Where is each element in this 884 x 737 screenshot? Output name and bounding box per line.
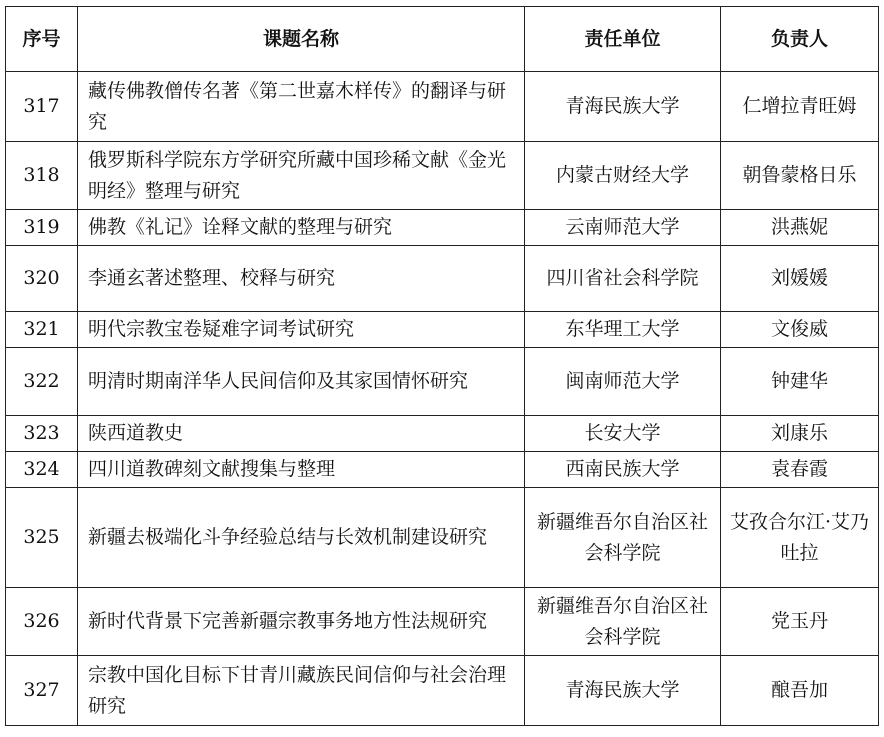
table-container xyxy=(5,6,879,726)
cell-person: 袁春霞 xyxy=(721,452,879,488)
cell-person: 刘媛媛 xyxy=(721,246,879,312)
cell-unit: 长安大学 xyxy=(525,416,721,452)
cell-number: 322 xyxy=(6,348,78,416)
cell-unit: 新疆维吾尔自治区社会科学院 xyxy=(525,588,721,656)
cell-number: 319 xyxy=(6,210,78,246)
cell-person: 艾孜合尔江·艾乃吐拉 xyxy=(721,488,879,588)
cell-unit: 新疆维吾尔自治区社会科学院 xyxy=(525,488,721,588)
cell-number: 321 xyxy=(6,312,78,348)
table-row xyxy=(6,452,879,488)
cell-topic: 四川道教碑刻文献搜集与整理 xyxy=(78,452,525,488)
cell-person: 党玉丹 xyxy=(721,588,879,656)
cell-topic: 新时代背景下完善新疆宗教事务地方性法规研究 xyxy=(78,588,525,656)
table-row xyxy=(6,416,879,452)
cell-topic: 明清时期南洋华人民间信仰及其家国情怀研究 xyxy=(78,348,525,416)
header-row xyxy=(6,7,879,72)
table-row xyxy=(6,246,879,312)
cell-number: 325 xyxy=(6,488,78,588)
cell-unit: 四川省社会科学院 xyxy=(525,246,721,312)
table-row xyxy=(6,488,879,588)
cell-person: 文俊威 xyxy=(721,312,879,348)
header-num: 序号 xyxy=(6,7,78,72)
cell-unit: 闽南师范大学 xyxy=(525,348,721,416)
header-unit: 责任单位 xyxy=(525,7,721,72)
cell-person: 刘康乐 xyxy=(721,416,879,452)
table-row xyxy=(6,656,879,726)
cell-person: 洪燕妮 xyxy=(721,210,879,246)
table-row xyxy=(6,210,879,246)
table-row xyxy=(6,142,879,210)
header-person: 负责人 xyxy=(721,7,879,72)
cell-person: 钟建华 xyxy=(721,348,879,416)
cell-unit: 西南民族大学 xyxy=(525,452,721,488)
cell-number: 317 xyxy=(6,72,78,142)
cell-person: 仁增拉青旺姆 xyxy=(721,72,879,142)
cell-topic: 新疆去极端化斗争经验总结与长效机制建设研究 xyxy=(78,488,525,588)
cell-unit: 云南师范大学 xyxy=(525,210,721,246)
project-table xyxy=(5,6,879,726)
cell-number: 318 xyxy=(6,142,78,210)
table-body xyxy=(6,72,879,726)
cell-topic: 宗教中国化目标下甘青川藏族民间信仰与社会治理研究 xyxy=(78,656,525,726)
cell-number: 326 xyxy=(6,588,78,656)
table-row xyxy=(6,312,879,348)
cell-unit: 青海民族大学 xyxy=(525,656,721,726)
table-row xyxy=(6,588,879,656)
cell-person: 酿吾加 xyxy=(721,656,879,726)
cell-number: 327 xyxy=(6,656,78,726)
cell-person: 朝鲁蒙格日乐 xyxy=(721,142,879,210)
cell-number: 323 xyxy=(6,416,78,452)
cell-unit: 东华理工大学 xyxy=(525,312,721,348)
table-row xyxy=(6,348,879,416)
cell-topic: 藏传佛教僧传名著《第二世嘉木样传》的翻译与研究 xyxy=(78,72,525,142)
table-row xyxy=(6,72,879,142)
cell-number: 320 xyxy=(6,246,78,312)
header-topic: 课题名称 xyxy=(78,7,525,72)
cell-topic: 明代宗教宝卷疑难字词考试研究 xyxy=(78,312,525,348)
cell-topic: 佛教《礼记》诠释文献的整理与研究 xyxy=(78,210,525,246)
cell-topic: 俄罗斯科学院东方学研究所藏中国珍稀文献《金光明经》整理与研究 xyxy=(78,142,525,210)
cell-unit: 内蒙古财经大学 xyxy=(525,142,721,210)
cell-topic: 李通玄著述整理、校释与研究 xyxy=(78,246,525,312)
cell-topic: 陕西道教史 xyxy=(78,416,525,452)
cell-number: 324 xyxy=(6,452,78,488)
cell-unit: 青海民族大学 xyxy=(525,72,721,142)
